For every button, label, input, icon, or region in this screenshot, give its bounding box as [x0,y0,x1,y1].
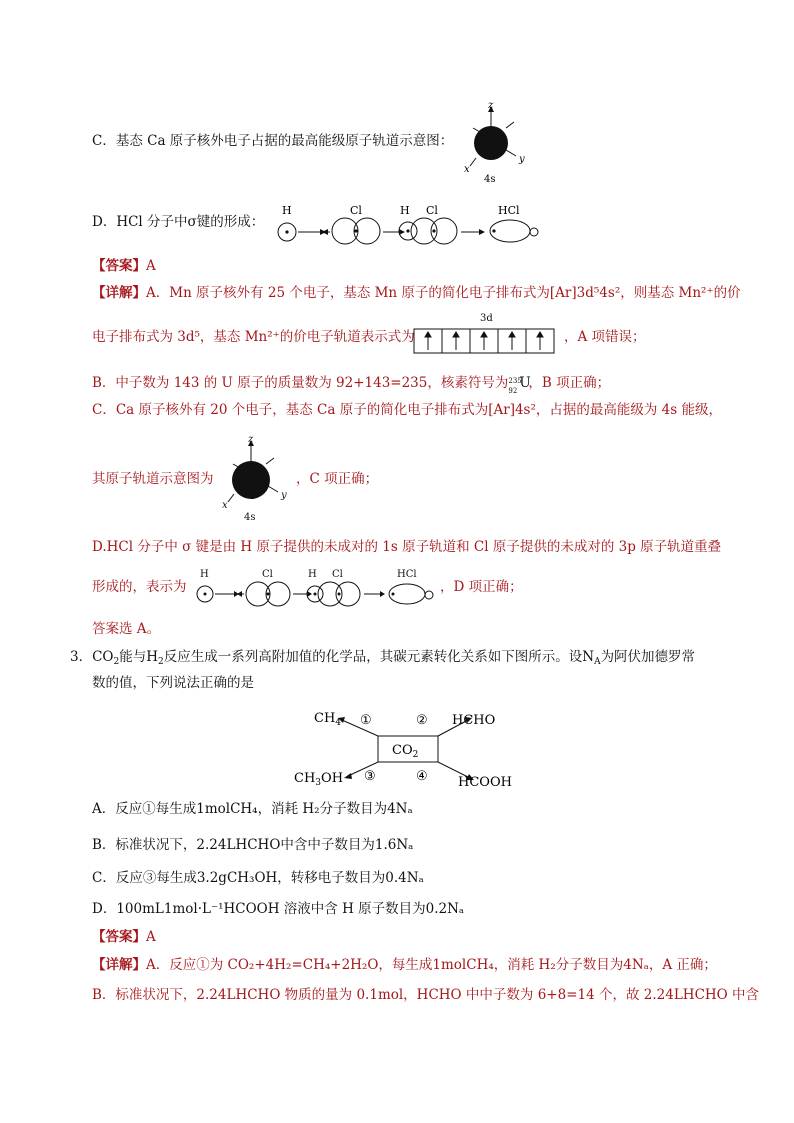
svg-text:4s: 4s [244,512,256,523]
svg-text:CO2: $CO_2$ [392,743,419,760]
svg-text:①: ① [360,713,372,728]
explanation-b: B．中子数为 143 的 U 原子的质量数为 92+143=235，核素符号为 235 92 U ，B 项正确； [92,375,611,395]
explanation-a-end: ，A 项错误； [564,329,646,345]
answer-2: 【答案】A [92,929,156,945]
explanation-2-b: B．标准状况下，2.24LHCHO 物质的量为 0.1mol，HCHO 中中子数为 6+8=14 个，故 2.24LHCHO 中含 [92,987,760,1003]
question-3-option-b: B．标准状况下，2.24LHCHO中含中子数目为1.6Nₐ [92,837,414,853]
svg-text:Cl: Cl [262,569,273,580]
svg-text:Cl: Cl [426,204,438,217]
hcl-sigma-figure-explanation [194,565,439,609]
svg-text:z: z [248,434,254,445]
svg-text:H: H [308,569,317,580]
option-c: C．基态 Ca 原子核外电子占据的最高能级原子轨道示意图： [92,133,454,149]
explanation-c-line1: C．Ca 原子核外有 20 个电子，基态 Ca 原子的简化电子排布式为[Ar]4s²，占据的最高能级为 4s 能级， [92,402,722,418]
explanation-d-line1: D.HCl 分子中 σ 键是由 H 原子提供的未成对的 1s 原子轨道和 Cl 原子提供的未成对的 3p 原子轨道重叠 [92,539,722,555]
option-d: D．HCl 分子中σ键的形成： [92,214,265,230]
explanation-c-line2: 其原子轨道示意图为 [92,471,214,487]
svg-text:y: y [281,490,287,501]
explanation-a-line1: 【详解】A．Mn 原子核外有 25 个电子，基态 Mn 原子的简化电子排布式为[Ar]3d⁵4s²，则基态 Mn²⁺的价 [92,285,741,301]
orbital-4s-figure [458,100,538,186]
hcl-sigma-figure [276,200,546,246]
svg-text:H: H [200,569,209,580]
mn-3d-orbital-boxes [412,309,562,357]
explanation-d-end: ，D 项正确； [440,579,523,595]
question-3-stem-line1: 3．$CO_2$能与$H_2$反应生成一系列高附加值的化学品，其碳元素转化关系如下图所示。设$N_A$为阿伏加德罗常 [70,649,696,667]
svg-text:②: ② [416,713,428,728]
svg-text:CH3OH: $CH_3OH$ [294,771,344,788]
co2-conversion-scheme [290,700,530,792]
explanation-c-end: ，C 项正确； [296,471,379,487]
conclusion-1: 答案选 A。 [92,621,161,637]
svg-text:x: x [222,500,228,511]
svg-text:x: x [464,164,470,175]
svg-text:3d: 3d [480,313,493,324]
svg-text:4s: 4s [484,174,496,185]
svg-text:CH4: $CH_4$ [314,711,342,728]
explanation-a-line2: 电子排布式为 3d⁵，基态 Mn²⁺的价电子轨道表示式为 [92,329,415,345]
question-3-option-a: A．反应①每生成1molCH₄，消耗 H₂分子数目为4Nₐ [92,801,413,817]
svg-text:z: z [488,100,494,111]
explanation-2-a: 【详解】A．反应①为 CO₂+4H₂=CH₄+2H₂O，每生成1molCH₄，消耗 H₂分子数目为4Nₐ，A 正确； [92,957,717,973]
svg-text:HCl: HCl [397,569,417,580]
svg-text:④: ④ [416,769,428,784]
question-3-stem-line2: 数的值，下列说法正确的是 [92,675,254,691]
explanation-d-line2: 形成的，表示为 [92,579,187,595]
svg-text:Cl: Cl [350,204,362,217]
question-3-option-d: D．100mL1mol·L⁻¹HCOOH 溶液中含 H 原子数目为0.2Nₐ [92,901,465,917]
svg-text:③: ③ [364,769,376,784]
svg-text:H: H [400,204,410,217]
svg-text:Cl: Cl [332,569,343,580]
orbital-4s-figure-explanation [218,434,298,524]
svg-text:HCOOH: HCOOH [458,775,512,790]
svg-text:HCHO: HCHO [452,713,496,728]
answer-1: 【答案】A [92,258,156,274]
svg-text:HCl: HCl [498,204,520,217]
svg-text:y: y [519,154,525,165]
question-3-option-c: C．反应③每生成3.2gCH₃OH，转移电子数目为0.4Nₐ [92,870,424,886]
svg-text:H: H [282,204,292,217]
